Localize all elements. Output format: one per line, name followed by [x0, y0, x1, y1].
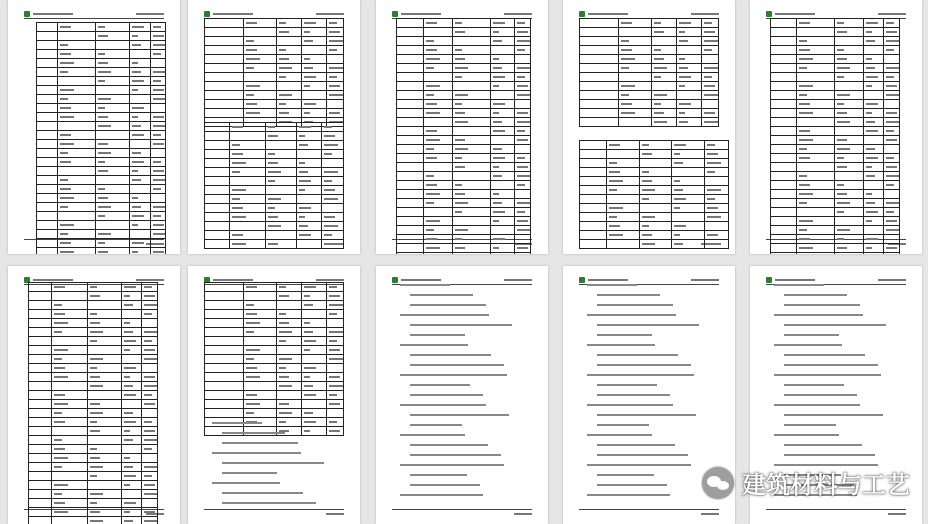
document-page: [563, 0, 735, 254]
formula-line: [410, 354, 491, 356]
formula-line: [597, 364, 691, 366]
page-footer: [204, 509, 344, 518]
data-table: [204, 122, 344, 249]
formula-line: [784, 324, 886, 326]
formula-line: [597, 354, 678, 356]
formula-line: [222, 442, 298, 444]
formula-line: [400, 284, 450, 286]
data-table: [579, 140, 729, 249]
header-right: [878, 9, 906, 18]
header-right: [504, 9, 532, 18]
formula-line: [597, 414, 696, 416]
formula-line: [784, 454, 875, 456]
page-footer: [579, 509, 719, 518]
formula-line: [400, 494, 483, 496]
formula-line: [587, 314, 676, 316]
formula-line: [784, 384, 844, 386]
document-page: [8, 266, 180, 524]
data-table: [36, 22, 166, 254]
formula-line: [587, 464, 691, 466]
document-page: [8, 0, 180, 254]
formula-line: [597, 294, 660, 296]
formula-line: [400, 464, 504, 466]
formula-line: [410, 324, 512, 326]
formula-line: [212, 452, 301, 454]
formula-line: [587, 284, 637, 286]
header-text: [213, 13, 253, 15]
formula-line: [597, 444, 675, 446]
formula-line: [774, 434, 839, 436]
page-header: [24, 9, 164, 19]
formula-line: [410, 424, 462, 426]
logo-icon: [392, 11, 398, 17]
formula-line: [774, 404, 860, 406]
formula-line: [410, 484, 480, 486]
data-table: [204, 282, 344, 436]
header-text: [588, 13, 628, 15]
formula-line: [222, 462, 324, 464]
formula-line: [410, 384, 470, 386]
formula-line: [597, 454, 688, 456]
formula-line: [597, 394, 670, 396]
data-table: [28, 282, 158, 524]
formula-line: [597, 474, 654, 476]
document-page: [188, 266, 360, 524]
wechat-icon: [702, 467, 734, 499]
formula-line: [784, 414, 883, 416]
formula-line: [212, 482, 280, 484]
formula-line: [410, 364, 504, 366]
logo-icon: [766, 11, 772, 17]
formula-line: [410, 414, 509, 416]
formula-line: [597, 304, 673, 306]
formula-line: [410, 474, 467, 476]
header-text: [775, 13, 815, 15]
formula-line: [400, 404, 486, 406]
formula-line: [784, 294, 847, 296]
watermark: [702, 465, 910, 500]
formula-line: [410, 444, 488, 446]
formula-line: [784, 304, 860, 306]
formula-line: [597, 334, 652, 336]
formula-line: [222, 492, 303, 494]
formula-line: [784, 364, 878, 366]
formula-line: [400, 344, 468, 346]
document-page: [376, 266, 548, 524]
document-page: [750, 0, 922, 254]
formula-line: [597, 384, 657, 386]
header-right: [316, 9, 344, 18]
formula-line: [597, 424, 649, 426]
document-page: [188, 0, 360, 254]
page-footer: [392, 509, 532, 518]
formula-line: [587, 344, 655, 346]
header-right: [691, 275, 719, 284]
formula-line: [400, 434, 465, 436]
formula-line: [410, 334, 465, 336]
formula-line: [222, 432, 285, 434]
formula-line: [400, 374, 507, 376]
formula-line: [784, 394, 857, 396]
formula-line: [222, 502, 316, 504]
formula-line: [410, 454, 501, 456]
formula-line: [410, 394, 483, 396]
header-text: [401, 13, 441, 15]
formula-line: [410, 294, 473, 296]
formula-line: [784, 424, 836, 426]
logo-icon: [204, 11, 210, 17]
header-text: [33, 13, 73, 15]
logo-icon: [24, 11, 30, 17]
formula-line: [212, 422, 262, 424]
data-table: [579, 18, 719, 127]
formula-line: [774, 314, 863, 316]
watermark-text: 建筑材料与工艺: [742, 471, 910, 499]
header-text: [213, 279, 253, 281]
logo-icon: [579, 277, 585, 283]
logo-icon: [392, 277, 398, 283]
data-table: [770, 18, 900, 254]
formula-line: [410, 304, 486, 306]
formula-line: [222, 472, 277, 474]
page-footer: [766, 509, 906, 518]
header-text: [33, 279, 73, 281]
formula-line: [587, 374, 694, 376]
data-table: [204, 18, 344, 127]
header-right: [136, 9, 164, 18]
formula-line: [597, 324, 699, 326]
header-right: [878, 275, 906, 284]
header-text: [401, 279, 441, 281]
formula-line: [400, 314, 489, 316]
formula-line: [784, 444, 862, 446]
formula-line: [774, 374, 881, 376]
formula-line: [597, 484, 667, 486]
logo-icon: [579, 11, 585, 17]
document-page: [376, 0, 548, 254]
data-table: [396, 18, 531, 254]
formula-line: [784, 334, 839, 336]
formula-line: [587, 434, 652, 436]
header-text: [588, 279, 628, 281]
logo-icon: [766, 277, 772, 283]
header-right: [691, 9, 719, 18]
header-right: [504, 275, 532, 284]
formula-line: [587, 404, 673, 406]
formula-line: [774, 344, 842, 346]
formula-line: [784, 354, 865, 356]
header-text: [775, 279, 815, 281]
formula-line: [587, 494, 670, 496]
formula-line: [774, 284, 824, 286]
